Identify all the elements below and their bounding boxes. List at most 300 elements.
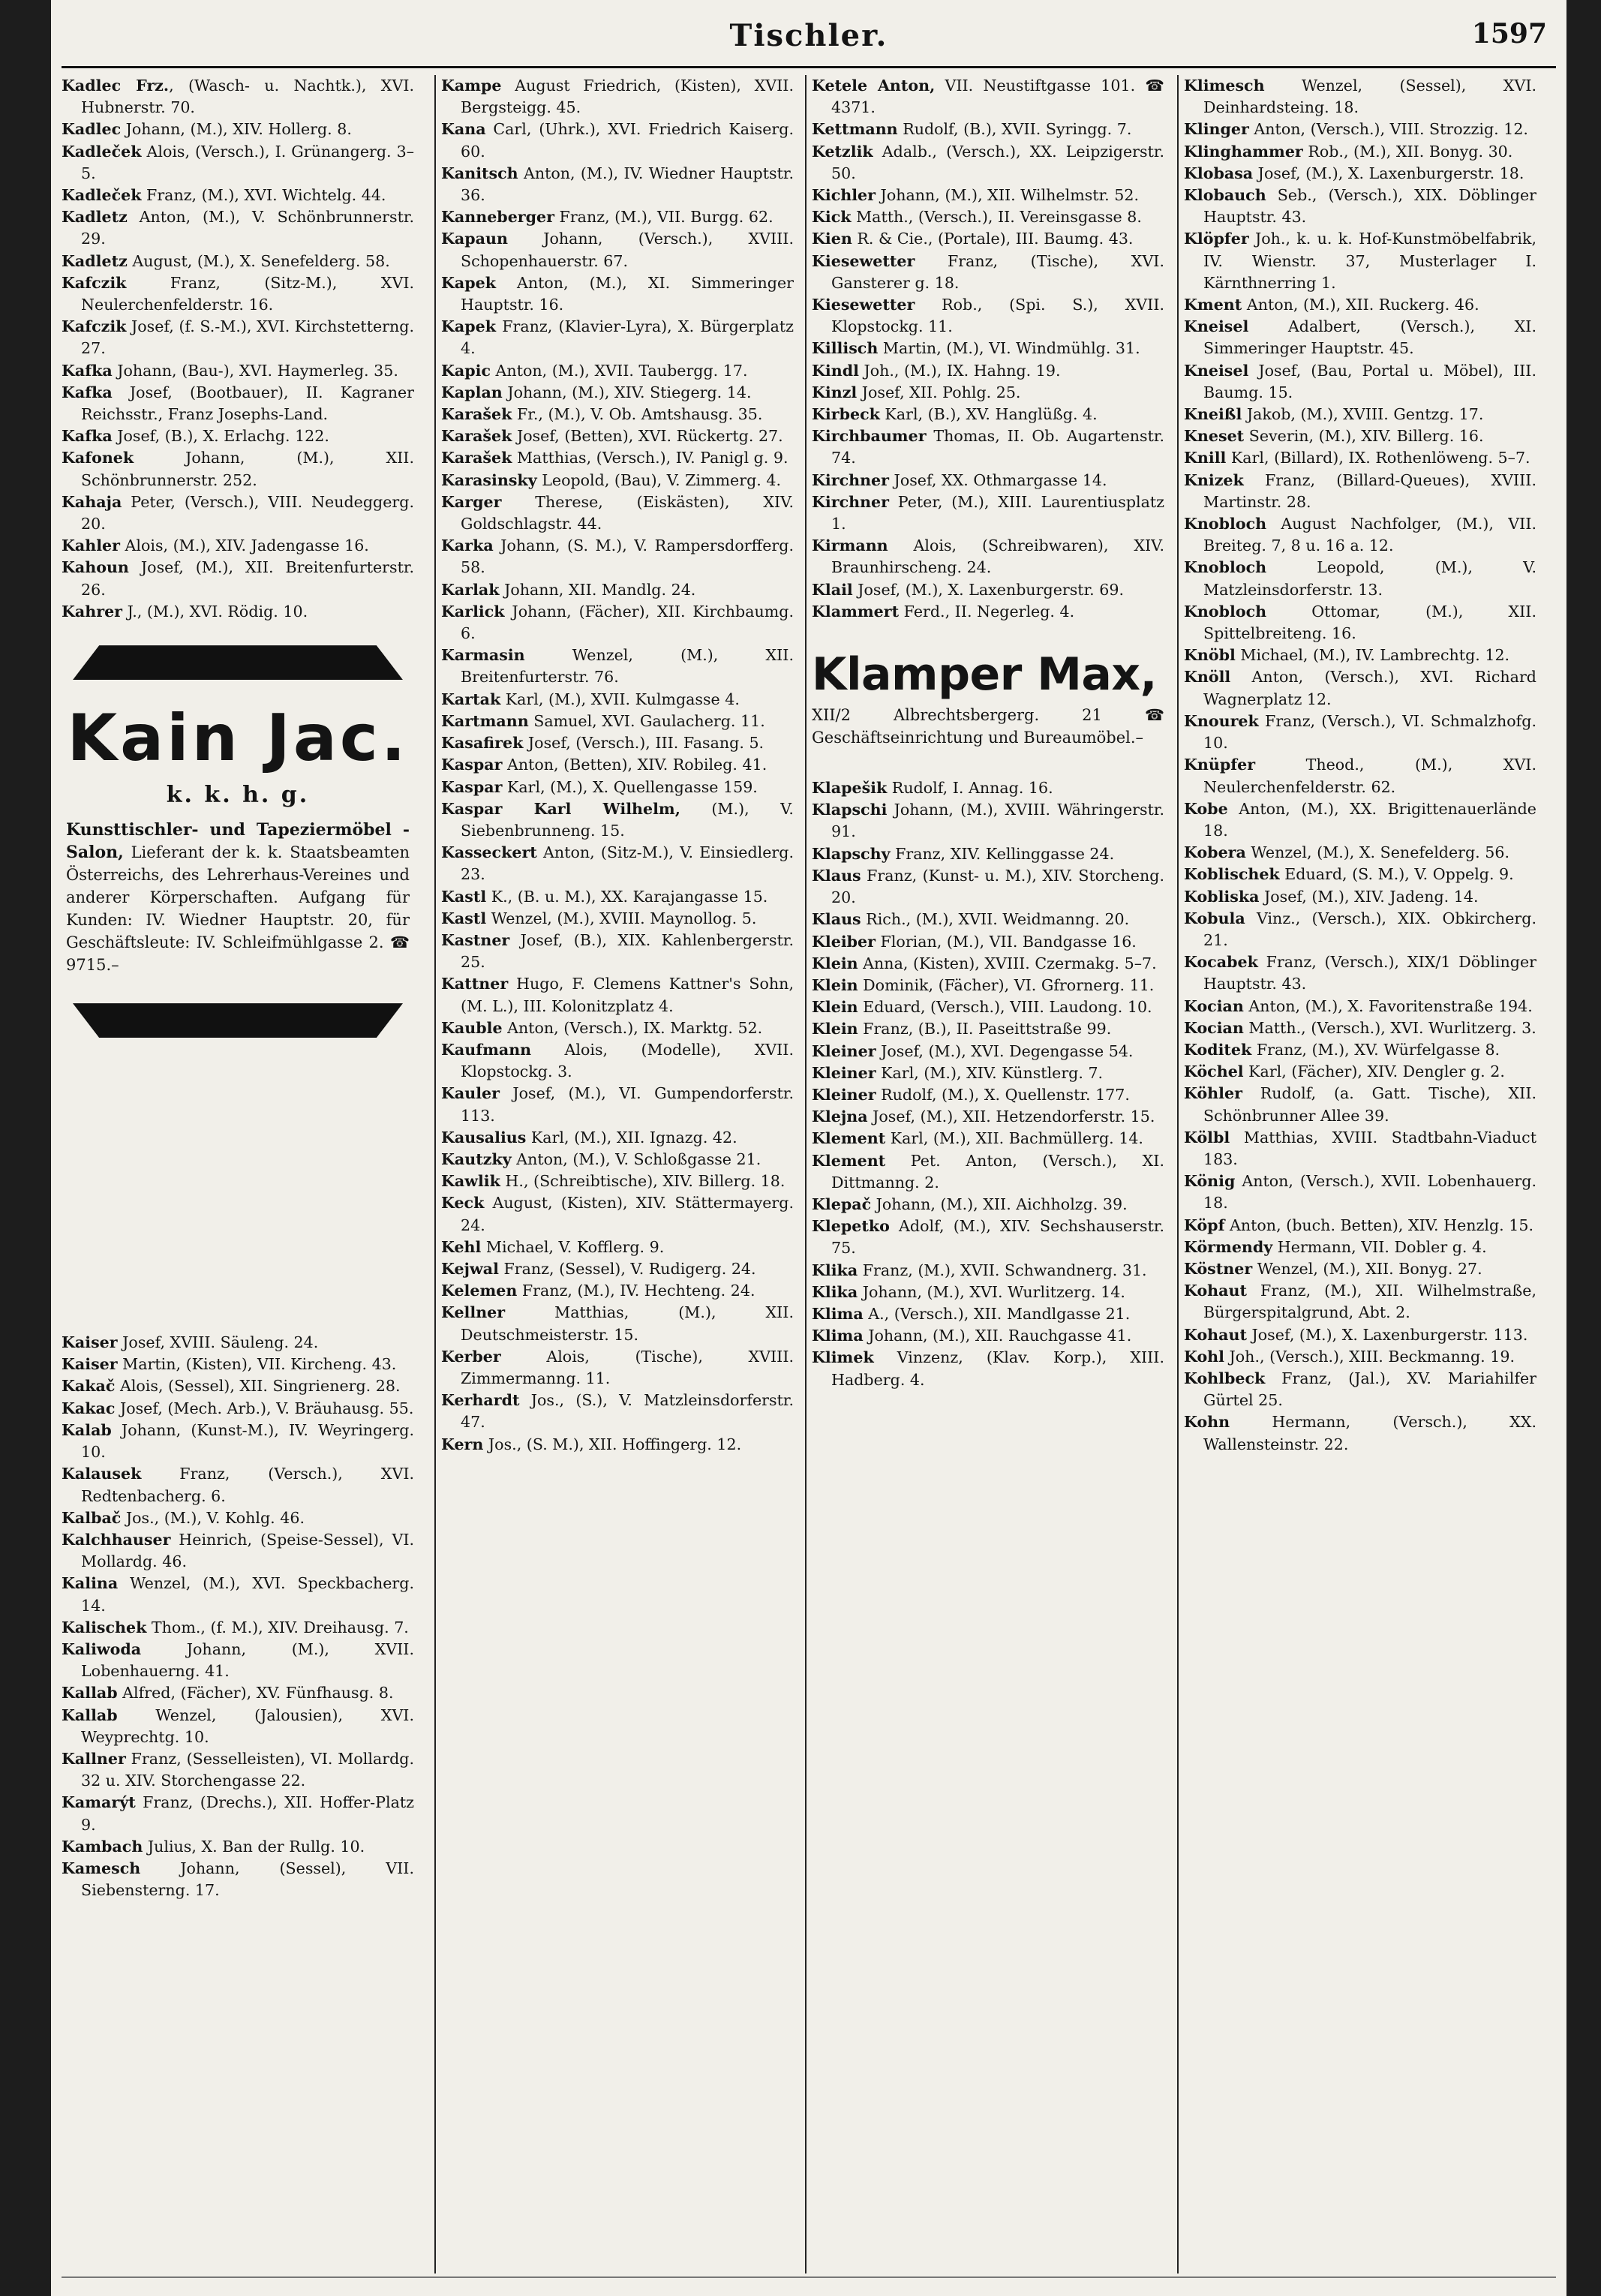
entry-details: Karl, (B.), XV. Hanglüßg. 4. — [879, 405, 1098, 424]
entry-name: Kehl — [441, 1237, 482, 1256]
entry-details: Michael, V. Kofflerg. 9. — [481, 1237, 665, 1256]
entry-name: Kafczik — [62, 317, 127, 336]
entry-details: Anton, (Versch.), XVI. Richard Wagnerplatz 12. — [1203, 668, 1536, 708]
entry-details: Johann, (M.), XII. Rauchgasse 41. — [863, 1327, 1132, 1345]
entry-name: Kadletz — [62, 251, 128, 270]
directory-entry — [1184, 141, 1536, 163]
entry-name: Klapschi — [812, 801, 888, 819]
entry-details: Joh., (Versch.), XIII. Beckmanng. 19. — [1224, 1347, 1515, 1366]
entry-details: Karl, (M.), XIV. Künstlerg. 7. — [876, 1063, 1104, 1082]
directory-entry — [62, 535, 414, 557]
directory-entry — [812, 1150, 1164, 1194]
entry-name: Killisch — [812, 339, 879, 358]
entry-name: Kafczik — [62, 273, 127, 292]
entry-details: VII. Neustiftgasse 101. ☎ 4371. — [831, 77, 1164, 117]
entry-name: Karka — [441, 536, 494, 555]
entry-name: Klobasa — [1184, 164, 1254, 182]
entry-details: Franz, (B.), II. Paseittstraße 99. — [858, 1020, 1112, 1038]
directory-entry — [441, 689, 794, 711]
directory-entry — [441, 732, 794, 754]
entry-details: Josef, (M.), XIV. Jadeng. 14. — [1259, 887, 1479, 906]
entry-details: Josef, (M.), X. Laxenburgerstr. 113. — [1246, 1325, 1528, 1344]
column-1 — [62, 75, 414, 2270]
entry-details: Anna, (Kisten), XVIII. Czermakg. 5–7. — [858, 954, 1157, 972]
entry-details: Jakob, (M.), XVIII. Gentzg. 17. — [1242, 405, 1484, 424]
directory-entry — [62, 425, 414, 447]
entry-name: Karlick — [441, 602, 505, 621]
directory-entry — [441, 601, 794, 645]
entry-name: Klimek — [812, 1348, 874, 1367]
entry-details: Karl, (M.), XVII. Kulmgasse 4. — [500, 690, 740, 708]
directory-entry — [812, 1325, 1164, 1347]
entry-details: Martin, (M.), VI. Windmühlg. 31. — [878, 339, 1140, 358]
column-1-entries-top — [62, 75, 414, 623]
column-divider — [805, 75, 807, 2273]
entry-details: Pet. Anton, (Versch.), XI. Dittmanng. 2. — [831, 1151, 1164, 1192]
directory-entry — [1184, 425, 1536, 447]
entry-name: Kneißl — [1184, 405, 1242, 424]
entry-details: Josef, (M.), VI. Gumpendorferstr. 113. — [461, 1084, 794, 1125]
column-3-entries-top — [812, 75, 1164, 623]
directory-entry — [812, 294, 1164, 338]
directory-entry — [812, 601, 1164, 623]
entry-name: Klein — [812, 998, 858, 1017]
entry-name: Klika — [812, 1261, 858, 1279]
entry-name: Kalischek — [62, 1618, 147, 1636]
entry-details: Leopold, (Bau), V. Zimmerg. 4. — [536, 470, 782, 489]
ad-body: XII/2 Albrechtsbergerg. 21 ☎ Geschäftseinrichtung und Bureaumöbel.– — [812, 706, 1164, 747]
directory-entry — [62, 316, 414, 359]
entry-name: Karger — [441, 492, 502, 511]
entry-details: Peter, (M.), XIII. Laurentiusplatz 1. — [831, 492, 1164, 533]
directory-entry — [62, 75, 414, 119]
directory-entry — [62, 272, 414, 316]
entry-details: Anton, (M.), X. Favoritenstraße 194. — [1243, 996, 1533, 1015]
entry-name: Kick — [812, 208, 852, 227]
directory-entry — [1184, 1346, 1536, 1368]
entry-details: Franz, (Sesselleisten), VI. Mollardg. 32 u. XIV. Storchengasse 22. — [81, 1749, 414, 1790]
entry-details: Franz, (M.), IV. Hechteng. 24. — [517, 1282, 755, 1300]
ad-name: Kain Jac. — [67, 701, 409, 777]
entry-details: Peter, (Versch.), VIII. Neudeggerg. 20. — [81, 492, 414, 533]
directory-entry — [1184, 996, 1536, 1017]
directory-entry — [441, 1127, 794, 1149]
entry-name: Klement — [812, 1129, 886, 1148]
ad-bottom-bar — [73, 1003, 403, 1038]
directory-entry — [1184, 645, 1536, 666]
directory-entry — [441, 425, 794, 447]
directory-entry — [441, 1280, 794, 1302]
entry-name: Koditek — [1184, 1040, 1252, 1059]
entry-name: Kirbeck — [812, 405, 880, 424]
ad-subtitle: k. k. h. g. — [166, 782, 310, 809]
entry-details: Franz, (Versch.), XIX/1 Döblinger Hauptstr. 43. — [1203, 953, 1536, 993]
entry-details: August, (Kisten), XIV. Stättermayerg. 24. — [461, 1194, 794, 1234]
entry-name: Kadletz — [62, 208, 128, 227]
entry-name: Kinzl — [812, 383, 858, 401]
directory-entry — [812, 1084, 1164, 1106]
entry-details: Vinzenz, (Klav. Korp.), XIII. Hadberg. 4. — [831, 1348, 1164, 1389]
entry-details: Josef, XX. Othmargasse 14. — [889, 470, 1107, 489]
directory-entry — [441, 1258, 794, 1280]
entry-details: Franz, (Versch.), XVI. Redtenbacherg. 6. — [81, 1465, 414, 1505]
entry-name: Koblischek — [1184, 865, 1280, 884]
entry-details: Johann, (M.), XII. Wilhelmstr. 52. — [876, 186, 1140, 205]
entry-name: Knöbl — [1184, 646, 1236, 665]
entry-details: Adalbert, (Versch.), XI. Simmeringer Hauptstr. 45. — [1203, 317, 1536, 358]
entry-details: Franz, (M.), VII. Burgg. 62. — [554, 208, 773, 227]
entry-name: Kalina — [62, 1574, 119, 1593]
entry-details: Franz, (Tische), XVI. Gansterer g. 18. — [831, 251, 1164, 292]
entry-name: Kobe — [1184, 799, 1228, 818]
entry-name: Kerber — [441, 1347, 501, 1366]
entry-name: Klima — [812, 1327, 864, 1345]
entry-name: Knobloch — [1184, 515, 1267, 533]
entry-details: Severin, (M.), XIV. Billerg. 16. — [1244, 427, 1484, 446]
column-4 — [1184, 75, 1536, 2270]
entry-details: Franz, (M.), XVII. Schwandnerg. 31. — [858, 1261, 1147, 1279]
directory-entry — [1184, 886, 1536, 908]
entry-details: Johann, (Fächer), XII. Kirchbaumg. 6. — [461, 602, 794, 643]
entry-details: R. & Cie., (Portale), III. Baumg. 43. — [852, 230, 1134, 248]
entry-details: Michael, (M.), IV. Lambrechtg. 12. — [1235, 646, 1510, 665]
directory-entry — [441, 777, 794, 798]
directory-entry — [1184, 1411, 1536, 1455]
entry-name: Karasinsky — [441, 470, 537, 489]
page-header — [51, 11, 1566, 63]
entry-details: Anton, (buch. Betten), XIV. Henzlg. 15. — [1224, 1216, 1534, 1234]
directory-entry — [812, 1128, 1164, 1150]
entry-name: Klepetko — [812, 1217, 890, 1236]
entry-details: Josef, XVIII. Säuleng. 24. — [117, 1333, 319, 1352]
entry-details: Ferd., II. Negerleg. 4. — [899, 602, 1075, 621]
entry-name: Kamarýt — [62, 1793, 136, 1812]
directory-entry — [812, 228, 1164, 250]
directory-entry — [62, 1332, 414, 1354]
directory-entry — [1184, 470, 1536, 513]
entry-name: Kelemen — [441, 1282, 518, 1300]
entry-name: Ketele Anton, — [812, 77, 936, 95]
entry-details: Franz, (Sessel), V. Rudigerg. 24. — [498, 1259, 756, 1278]
entry-name: Kocian — [1184, 996, 1244, 1015]
entry-details: , (Wasch- u. Nachtk.), XVI. Hubnerstr. 70. — [81, 77, 414, 117]
entry-name: Kalab — [62, 1420, 112, 1439]
directory-entry — [812, 404, 1164, 425]
entry-name: Karašek — [441, 405, 512, 424]
entry-name: Knourek — [1184, 711, 1259, 730]
entry-name: Klinger — [1184, 120, 1249, 139]
entry-details: Josef, (Bootbauer), II. Kagraner Reichsstr., Franz Josephs-Land. — [81, 383, 414, 424]
directory-entry — [1184, 404, 1536, 425]
entry-name: Kaiser — [62, 1355, 118, 1374]
directory-entry — [1184, 1324, 1536, 1346]
directory-entry — [441, 930, 794, 973]
entry-details: Karl, (Billard), IX. Rothenlöweng. 5–7. — [1226, 449, 1530, 467]
entry-details: Johann, (M.), XVII. Lobenhauerng. 41. — [81, 1639, 414, 1681]
entry-name: Kahoun — [62, 558, 129, 577]
column-3-entries-bottom — [812, 777, 1164, 1391]
entry-details: Adolf, (M.), XIV. Sechshauserstr. 75. — [831, 1217, 1164, 1258]
directory-entry — [812, 1260, 1164, 1282]
directory-entry — [62, 1507, 414, 1529]
directory-entry — [441, 75, 794, 119]
entry-name: Klika — [812, 1282, 858, 1301]
directory-entry — [441, 579, 794, 601]
entry-name: Kaspar — [441, 777, 503, 796]
entry-details: Anton, (M.), XI. Simmeringer Hauptstr. 16. — [461, 273, 794, 314]
entry-name: Klimesch — [1184, 77, 1265, 95]
entry-details: Franz, (Sitz-M.), XVI. Neulerchenfelderstr. 16. — [81, 273, 414, 314]
entry-name: Kattner — [441, 975, 509, 993]
entry-name: Kohl — [1184, 1347, 1224, 1366]
entry-details: Johann, (M.), XVI. Wurlitzerg. 14. — [858, 1282, 1125, 1301]
entry-details: Rich., (M.), XVII. Weidmanng. 20. — [861, 910, 1130, 929]
entry-details: Alois, (Schreibwaren), XIV. Braunhirscheng. 24. — [831, 536, 1164, 577]
entry-details: Wenzel, (M.), XVIII. Maynollog. 5. — [486, 909, 757, 927]
directory-entry — [812, 865, 1164, 909]
directory-entry — [1184, 1039, 1536, 1061]
directory-entry — [62, 1354, 414, 1375]
entry-name: Köstner — [1184, 1259, 1253, 1278]
directory-entry — [1184, 951, 1536, 995]
directory-entry — [1184, 294, 1536, 316]
entry-details: Heinrich, (Speise-Sessel), VI. Mollardg. 46. — [81, 1530, 414, 1571]
entry-name: Klapschy — [812, 844, 891, 863]
entry-details: Karl, (Fächer), XIV. Dengler g. 2. — [1243, 1062, 1505, 1081]
directory-entry — [441, 908, 794, 930]
entry-name: Karašek — [441, 449, 512, 467]
entry-name: Köpf — [1184, 1216, 1225, 1234]
directory-entry — [812, 1018, 1164, 1040]
entry-details: A., (Versch.), XII. Mandlgasse 21. — [863, 1304, 1131, 1323]
entry-details: Anton, (Versch.), XVII. Lobenhauerg. 18. — [1203, 1172, 1536, 1213]
directory-entry — [1184, 1017, 1536, 1039]
entry-details: Martin, (Kisten), VII. Kircheng. 43. — [117, 1355, 397, 1374]
entry-details: Josef, (Bau, Portal u. Möbel), III. Baumg. 15. — [1203, 361, 1536, 401]
entry-details: Franz, (Versch.), VI. Schmalzhofg. 10. — [1203, 711, 1536, 753]
directory-entry — [441, 1390, 794, 1433]
entry-name: Knüpfer — [1184, 756, 1256, 774]
directory-entry — [441, 1346, 794, 1390]
directory-entry — [812, 1194, 1164, 1216]
entry-details: Matthias, (Versch.), IV. Panigl g. 9. — [512, 449, 788, 467]
entry-name: Kampe — [441, 77, 502, 95]
entry-details: Alois, (Sessel), XII. Singrienerg. 28. — [115, 1377, 401, 1396]
entry-details: Franz, (Klavier-Lyra), X. Bürgerplatz 4. — [461, 317, 794, 358]
entry-details: Franz, (M.), XII. Wilhelmstraße, Bürgerspitalgrund, Abt. 2. — [1203, 1282, 1536, 1322]
directory-entry — [441, 1039, 794, 1083]
directory-entry — [62, 447, 414, 491]
column-1-entries-bottom — [62, 1332, 414, 1901]
entry-name: Kallab — [62, 1684, 118, 1702]
entry-name: Kauble — [441, 1018, 503, 1037]
entry-name: Kausalius — [441, 1128, 527, 1146]
entry-details: August Friedrich, (Kisten), XVII. Bergsteigg. 45. — [461, 77, 794, 117]
entry-name: Kölbl — [1184, 1128, 1230, 1146]
directory-entry — [812, 931, 1164, 953]
entry-name: Körmendy — [1184, 1237, 1273, 1256]
entry-name: Kellner — [441, 1303, 506, 1322]
directory-entry — [62, 557, 414, 600]
entry-name: Ketzlik — [812, 142, 873, 161]
directory-entry — [812, 185, 1164, 206]
entry-name: Kadleček — [62, 142, 142, 161]
entry-details: Leopold, (M.), V. Matzleinsdorferstr. 13. — [1203, 558, 1536, 599]
entry-details: Anton, (Versch.), IX. Marktg. 52. — [502, 1018, 763, 1037]
entry-name: Kallner — [62, 1749, 126, 1768]
directory-entry — [62, 1463, 414, 1507]
entry-details: Johann, (M.), XIV. Hollerg. 8. — [121, 120, 352, 139]
entry-name: Kirmann — [812, 536, 888, 555]
directory-entry — [1184, 513, 1536, 557]
directory-entry — [441, 382, 794, 404]
entry-details: Anton, (M.), XVII. Taubergg. 17. — [491, 361, 748, 380]
entry-name: Klejna — [812, 1107, 868, 1126]
entry-details: Josef, (M.), XII. Hetzendorferstr. 15. — [867, 1107, 1155, 1126]
directory-entry — [1184, 1280, 1536, 1324]
directory-entry — [1184, 1127, 1536, 1171]
directory-entry — [812, 470, 1164, 491]
entry-details: Eduard, (Versch.), VIII. Laudong. 10. — [858, 998, 1152, 1017]
entry-name: Kaliwoda — [62, 1639, 142, 1658]
entry-name: Kahrer — [62, 602, 123, 621]
entry-details: Rudolf, (a. Gatt. Tische), XII. Schönbrunner Allee 39. — [1203, 1084, 1536, 1125]
entry-details: Hugo, F. Clemens Kattner's Sohn, (M. L.), III. Kolonitzplatz 4. — [461, 975, 794, 1015]
directory-entry — [1184, 163, 1536, 185]
entry-name: Kien — [812, 230, 852, 248]
entry-name: Kocian — [1184, 1018, 1244, 1037]
entry-details: Josef, (Betten), XVI. Rückertg. 27. — [512, 427, 783, 446]
entry-details: Karl, (M.), XII. Ignazg. 42. — [526, 1128, 737, 1146]
directory-entry — [62, 1420, 414, 1463]
entry-name: Kirchbaumer — [812, 427, 927, 446]
directory-entry — [441, 1149, 794, 1171]
directory-entry — [1184, 316, 1536, 359]
directory-entry — [62, 1398, 414, 1420]
entry-details: Johann, (M.), XIV. Stiegerg. 14. — [502, 383, 752, 401]
directory-entry — [441, 1237, 794, 1258]
directory-entry — [812, 75, 1164, 119]
entry-name: Klement — [812, 1151, 886, 1170]
page-title: Tischler. — [729, 18, 888, 53]
entry-name: Knobloch — [1184, 558, 1267, 577]
directory-entry — [62, 251, 414, 272]
entry-name: Kasseckert — [441, 843, 537, 862]
directory-entry — [1184, 601, 1536, 645]
directory-entry — [1184, 185, 1536, 228]
directory-entry — [62, 1617, 414, 1639]
directory-entry — [812, 1062, 1164, 1084]
directory-entry — [812, 975, 1164, 996]
directory-entry — [441, 1302, 794, 1345]
entry-name: Kiesewetter — [812, 251, 915, 270]
entry-name: Kaufmann — [441, 1040, 532, 1059]
entry-name: Karmasin — [441, 646, 525, 665]
entry-details: Thomas, II. Ob. Augartenstr. 74. — [831, 427, 1164, 467]
directory-entry — [1184, 119, 1536, 140]
entry-name: Kneisel — [1184, 317, 1249, 336]
entry-details: Johann, (M.), XVIII. Währingerstr. 91. — [831, 801, 1164, 841]
entry-name: Kejwal — [441, 1259, 499, 1278]
entry-details: August, (M.), X. Senefelderg. 58. — [127, 251, 390, 270]
entry-details: Hermann, VII. Dobler g. 4. — [1272, 1237, 1487, 1256]
page-number: 1597 — [1471, 18, 1547, 50]
directory-entry — [62, 1705, 414, 1748]
entry-name: Kleiner — [812, 1085, 876, 1104]
entry-details: Rob., (Spi. S.), XVII. Klopstockg. 11. — [831, 296, 1164, 336]
entry-name: Klein — [812, 975, 858, 994]
entry-name: Kafka — [62, 361, 113, 380]
entry-details: Rudolf, (B.), XVII. Syringg. 7. — [897, 120, 1132, 139]
entry-details: Matth., (Versch.), II. Vereinsgasse 8. — [851, 208, 1142, 227]
entry-name: Kalbač — [62, 1508, 122, 1527]
entry-name: Keck — [441, 1194, 485, 1213]
entry-details: Anton, (Betten), XIV. Robileg. 41. — [502, 756, 767, 774]
entry-details: (M.), V. Siebenbrunneng. 15. — [461, 799, 794, 840]
directory-entry — [812, 338, 1164, 359]
directory-entry — [1184, 75, 1536, 119]
column-2 — [441, 75, 794, 2270]
entry-name: Klein — [812, 1020, 858, 1038]
entry-name: Kamesch — [62, 1859, 141, 1877]
column-2-entries — [441, 75, 794, 1456]
directory-entry — [441, 886, 794, 908]
entry-name: Kleiner — [812, 1063, 876, 1082]
directory-entry — [441, 360, 794, 382]
directory-entry — [441, 206, 794, 228]
entry-name: Kastner — [441, 930, 510, 949]
directory-entry — [441, 1017, 794, 1039]
entry-name: Kern — [441, 1435, 484, 1453]
header-rule — [62, 66, 1556, 68]
entry-details: Jos., (S. M.), XII. Hoffingerg. 12. — [483, 1435, 742, 1453]
column-divider — [434, 75, 436, 2273]
entry-details: Josef, XII. Pohlg. 25. — [857, 383, 1021, 401]
entry-name: Kleiber — [812, 932, 876, 951]
column-3 — [812, 75, 1164, 2270]
directory-entry — [1184, 842, 1536, 864]
entry-name: Kaplan — [441, 383, 503, 401]
directory-entry — [62, 1858, 414, 1901]
advertisement-kain — [62, 623, 414, 1332]
entry-details: Franz, (Jal.), XV. Mariahilfer Gürtel 25. — [1203, 1369, 1536, 1410]
entry-name: Kobera — [1184, 843, 1246, 862]
entry-name: Kiesewetter — [812, 296, 915, 314]
entry-name: Kment — [1184, 296, 1242, 314]
directory-entry — [812, 777, 1164, 799]
entry-name: Köhler — [1184, 1084, 1242, 1103]
directory-entry — [441, 1434, 794, 1456]
entry-details: Josef, (f. S.-M.), XVI. Kirchstetterng. 27. — [81, 317, 414, 358]
entry-details: Josef, (M.), X. Laxenburgerstr. 18. — [1253, 164, 1524, 182]
entry-details: Anton, (Versch.), VIII. Strozzig. 12. — [1248, 120, 1528, 139]
directory-entry — [812, 425, 1164, 469]
directory-entry — [62, 119, 414, 140]
directory-entry — [812, 953, 1164, 975]
directory-entry — [1184, 1215, 1536, 1237]
entry-details: Franz, XIV. Kellinggasse 24. — [890, 844, 1115, 863]
entry-name: Kalchhauser — [62, 1530, 171, 1549]
directory-entry — [62, 1639, 414, 1682]
entry-name: Kafka — [62, 383, 113, 401]
directory-entry — [441, 1192, 794, 1236]
directory-entry — [441, 842, 794, 885]
ad-body-text: Lieferant der k. k. Staatsbeamten Österreichs, des Lehrerhaus-Vereines und anderer Körperschaften. Aufgang für Kunden: IV. Wiedner Hauptstr. 20, für Geschäftsleute: IV. Schleifmühlgasse 2. ☎ 9715.– — [66, 843, 410, 975]
entry-details: Anton, (M.), XII. Ruckerg. 46. — [1242, 296, 1479, 314]
entry-name: Kohaut — [1184, 1282, 1247, 1300]
entry-name: Kohlbeck — [1184, 1369, 1266, 1387]
directory-entry — [1184, 666, 1536, 710]
